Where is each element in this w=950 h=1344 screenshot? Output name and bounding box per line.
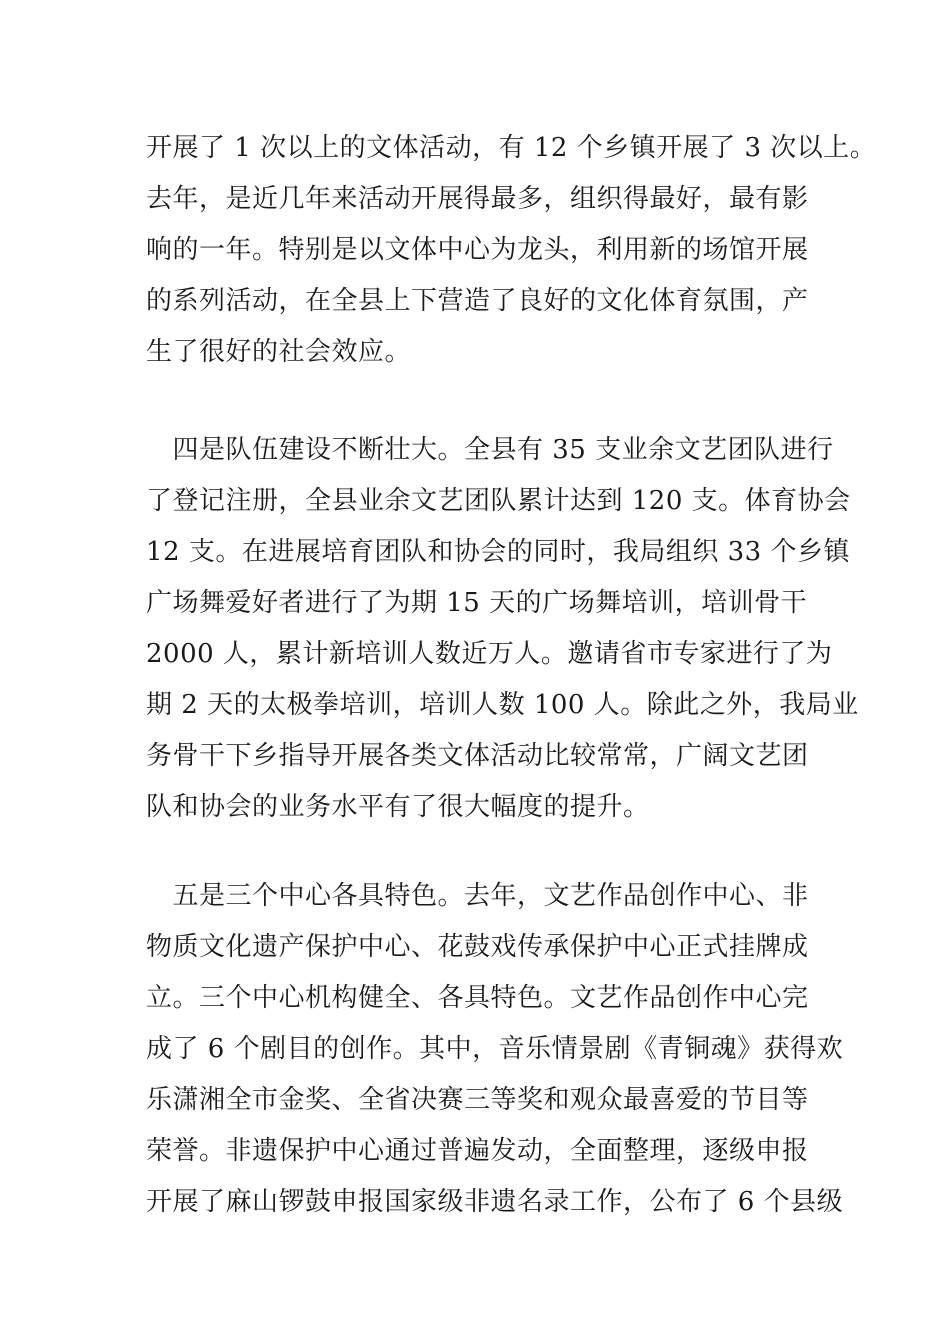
text-line: 立。三个中心机构健全、各具特色。文艺作品创作中心完 [146,983,809,1013]
text-line: 成了 6 个剧目的创作。其中，音乐情景剧《青铜魂》获得欢 [146,1034,844,1064]
text-line: 务骨干下乡指导开展各类文体活动比较常常，广阔文艺团 [146,741,809,771]
text-line: 的系列活动，在全县上下营造了良好的文化体育氛围，产 [146,286,809,316]
text-line: 生了很好的社会效应。 [146,337,412,367]
text-line: 期 2 天的太极拳培训，培训人数 100 人。除此之外，我局业 [146,690,859,720]
text-line: 去年，是近几年来活动开展得最多，组织得最好，最有影 [146,184,809,214]
text-line: 物质文化遗产保护中心、花鼓戏传承保护中心正式挂牌成 [146,932,809,962]
text-line: 荣誉。非遗保护中心通过普遍发动，全面整理，逐级申报 [146,1136,809,1166]
text-line: 乐潇湘全市金奖、全省决赛三等奖和观众最喜爱的节目等 [146,1085,809,1115]
text-line: 了登记注册，全县业余文艺团队累计达到 120 支。体育协会 [146,486,851,516]
text-line: 广场舞爱好者进行了为期 15 天的广场舞培训，培训骨干 [146,588,808,618]
text-line: 五是三个中心各具特色。去年，文艺作品创作中心、非 [146,881,809,911]
text-line: 2000 人，累计新培训人数近万人。邀请省市专家进行了为 [146,639,833,669]
text-line: 四是队伍建设不断壮大。全县有 35 支业余文艺团队进行 [146,435,834,465]
text-line: 12 支。在进展培育团队和协会的同时，我局组织 33 个乡镇 [146,537,850,567]
text-line: 开展了麻山锣鼓申报国家级非遗名录工作，公布了 6 个县级 [146,1187,844,1217]
text-line: 响的一年。特别是以文体中心为龙头，利用新的场馆开展 [146,235,809,265]
text-line: 队和协会的业务水平有了很大幅度的提升。 [146,792,650,822]
text-line: 开展了 1 次以上的文体活动，有 12 个乡镇开展了 3 次以上。 [146,133,877,163]
